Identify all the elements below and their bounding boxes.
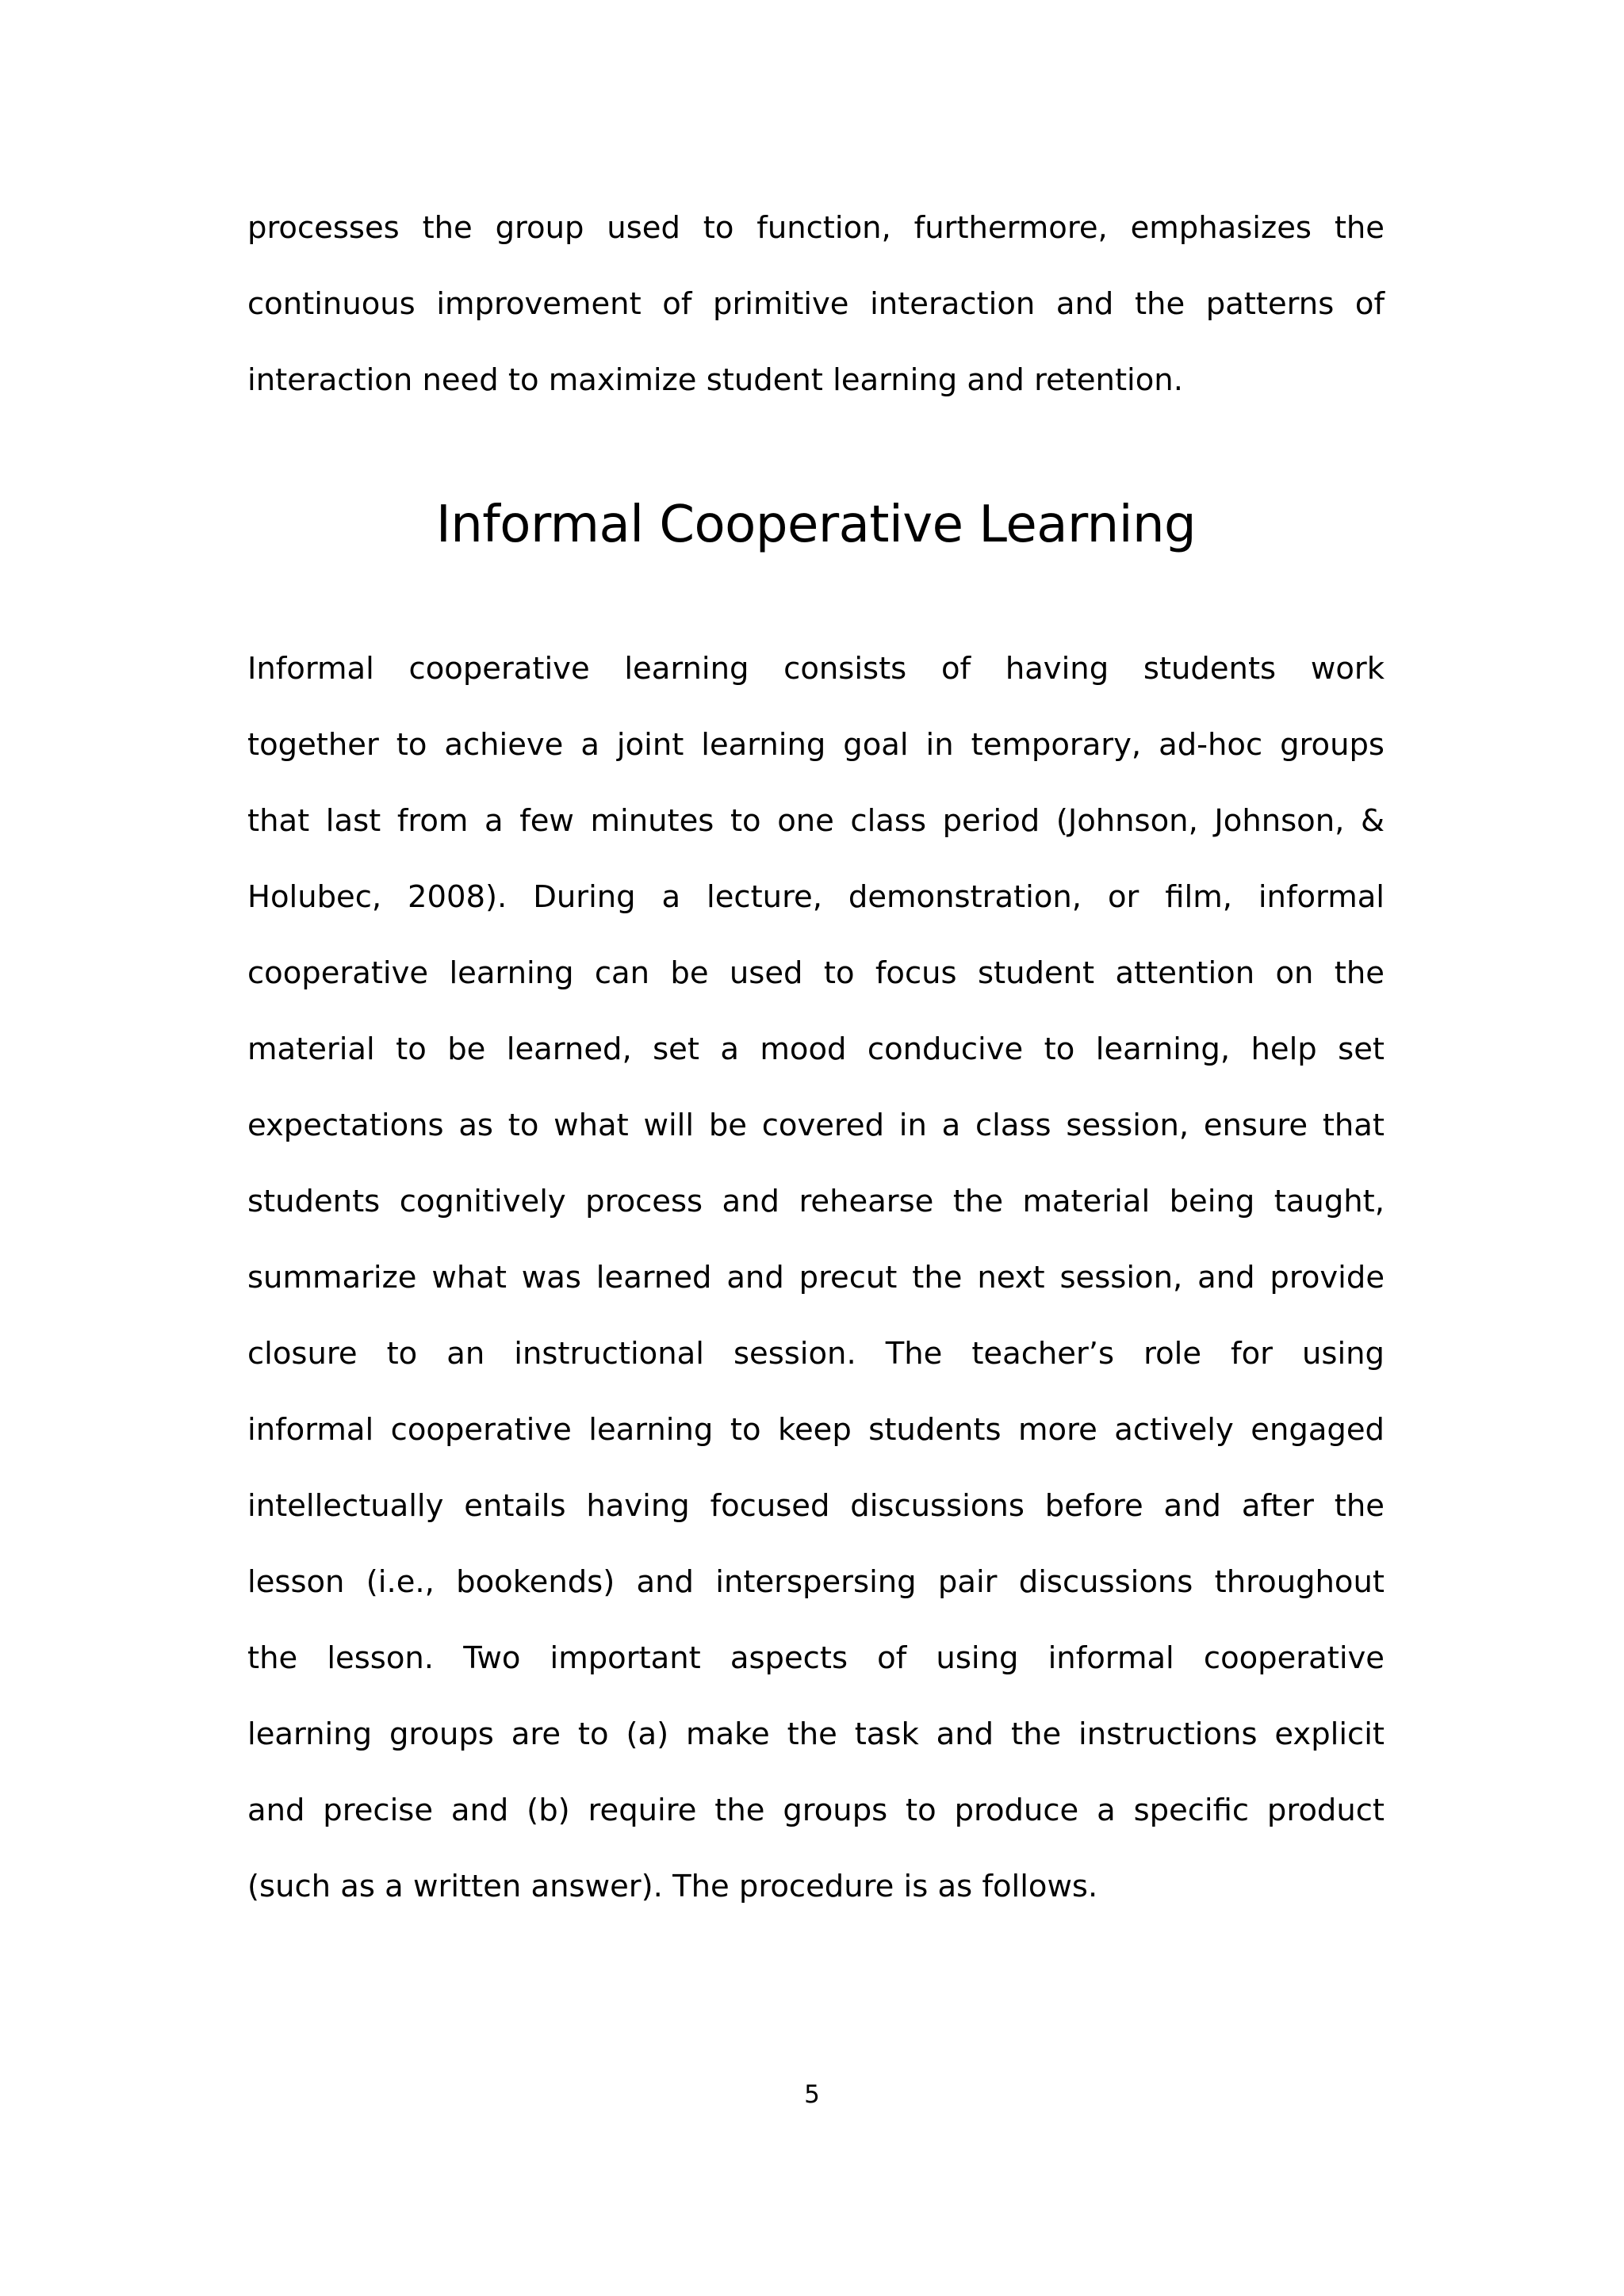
- continued-paragraph: [247, 190, 1385, 419]
- text-line: lesson (i.e., bookends) and interspersing pair discussions throughout: [247, 1564, 1385, 1600]
- page-number: 5: [804, 2080, 820, 2109]
- text-line: the lesson. Two important aspects of using informal cooperative: [247, 1640, 1385, 1676]
- text-line: material to be learned, set a mood conducive to learning, help set: [247, 1031, 1385, 1067]
- text-line: Holubec, 2008). During a lecture, demonstration, or film, informal: [247, 879, 1385, 915]
- text-line: (such as a written answer). The procedure is as follows.: [247, 1869, 1098, 1904]
- text-line: intellectually entails having focused discussions before and after the: [247, 1488, 1385, 1524]
- text-line: continuous improvement of primitive interaction and the patterns of: [247, 286, 1385, 322]
- text-line: learning groups are to (a) make the task and the instructions explicit: [247, 1716, 1385, 1752]
- section-heading: Informal Cooperative Learning: [435, 496, 1197, 554]
- text-line: informal cooperative learning to keep students more actively engaged: [247, 1412, 1385, 1448]
- main-paragraph: [247, 631, 1385, 1925]
- text-line: together to achieve a joint learning goal in temporary, ad-hoc groups: [247, 727, 1385, 763]
- text-line: Informal cooperative learning consists of having students work: [247, 651, 1385, 687]
- text-line: expectations as to what will be covered in a class session, ensure that: [247, 1108, 1385, 1143]
- text-line: cooperative learning can be used to focus student attention on the: [247, 955, 1385, 991]
- text-line: processes the group used to function, furthermore, emphasizes the: [247, 210, 1385, 246]
- text-line: summarize what was learned and precut the next session, and provide: [247, 1260, 1385, 1295]
- text-line: and precise and (b) require the groups to produce a specific product: [247, 1793, 1385, 1828]
- text-line: that last from a few minutes to one class period (Johnson, Johnson, &: [247, 803, 1385, 839]
- text-line: students cognitively process and rehearse the material being taught,: [247, 1184, 1385, 1219]
- text-line: interaction need to maximize student learning and retention.: [247, 362, 1183, 398]
- text-line: closure to an instructional session. The teacher’s role for using: [247, 1336, 1385, 1372]
